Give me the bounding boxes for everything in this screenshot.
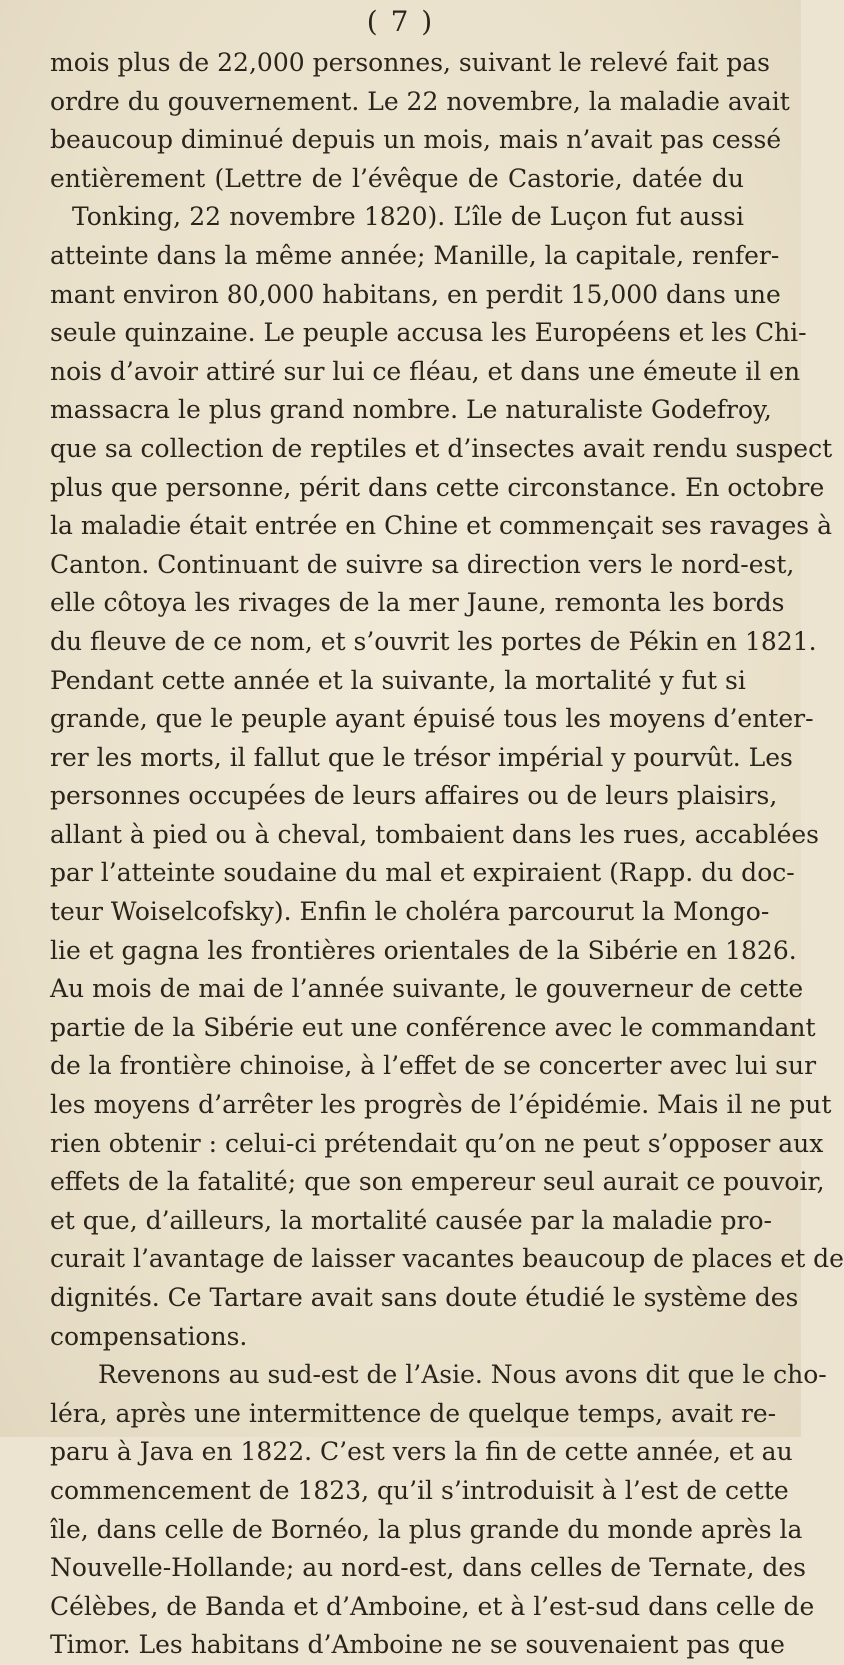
text-line: rien obtenir : celui-ci prétendait qu’on ne peut s’opposer aux <box>50 1128 824 1158</box>
text-line: beaucoup diminué depuis un mois, mais n’avait pas cessé <box>50 125 782 155</box>
text-line: seule quinzaine. Le peuple accusa les Européens et les Chi- <box>50 318 807 348</box>
text-line: compensations. <box>50 1321 248 1351</box>
text-line: de la frontière chinoise, à l’effet de se concerter avec lui sur <box>50 1051 817 1081</box>
text-line: Pendant cette année et la suivante, la mortalité y fut si <box>50 665 746 695</box>
text-line: Au mois de mai de l’année suivante, le gouverneur de cette <box>50 974 804 1004</box>
text-line: du fleuve de ce nom, et s’ouvrit les portes de Pékin en 1821. <box>50 626 817 656</box>
text-line: plus que personne, périt dans cette circonstance. En octobre <box>50 472 825 502</box>
text-line: effets de la fatalité; que son empereur seul aurait ce pouvoir, <box>50 1167 825 1197</box>
text-line: curait l’avantage de laisser vacantes beaucoup de places et de <box>50 1244 844 1274</box>
text-line: allant à pied ou à cheval, tombaient dans les rues, accablées <box>50 819 820 849</box>
text-line: Tonking, 22 novembre 1820). L’île de Luçon fut aussi <box>72 202 744 232</box>
text-line: les moyens d’arrêter les progrès de l’épidémie. Mais il ne put <box>50 1090 832 1120</box>
text-line: Timor. Les habitans d’Amboine ne se souvenaient pas que <box>50 1630 785 1660</box>
text-line: lie et gagna les frontières orientales de la Sibérie en 1826. <box>50 935 797 965</box>
text-line: que sa collection de reptiles et d’insectes avait rendu suspect <box>50 433 833 463</box>
text-line: nois d’avoir attiré sur lui ce fléau, et dans une émeute il en <box>50 356 801 386</box>
text-line: partie de la Sibérie eut une conférence avec le commandant <box>50 1012 816 1042</box>
text-line: mant environ 80,000 habitans, en perdit 15,000 dans une <box>50 279 781 309</box>
text-line: Célèbes, de Banda et d’Amboine, et à l’est-sud dans celle de <box>50 1591 815 1621</box>
text-line: île, dans celle de Bornéo, la plus grande du monde après la <box>50 1514 803 1544</box>
text-line: personnes occupées de leurs affaires ou de leurs plaisirs, <box>50 781 778 811</box>
text-line: rer les morts, il fallut que le trésor impérial y pourvût. Les <box>50 742 793 772</box>
text-line: et que, d’ailleurs, la mortalité causée par la maladie pro- <box>50 1205 773 1235</box>
text-line: elle côtoya les rivages de la mer Jaune, remonta les bords <box>50 588 785 618</box>
text-line: atteinte dans la même année; Manille, la capitale, renfer- <box>50 240 780 270</box>
page-number: ( 7 ) <box>366 5 435 38</box>
text-line: ordre du gouvernement. Le 22 novembre, la maladie avait <box>50 86 790 116</box>
text-line: massacra le plus grand nombre. Le naturaliste Godefroy, <box>50 395 772 425</box>
text-line: paru à Java en 1822. C’est vers la fin de cette année, et au <box>50 1437 793 1467</box>
text-line: Canton. Continuant de suivre sa direction vers le nord-est, <box>50 549 795 579</box>
text-line: mois plus de 22,000 personnes, suivant le relevé fait pas <box>50 48 770 77</box>
text-line: Revenons au sud-est de l’Asie. Nous avons dit que le cho- <box>98 1360 827 1390</box>
text-line: léra, après une intermittence de quelque temps, avait re- <box>50 1398 777 1428</box>
text-line: grande, que le peuple ayant épuisé tous les moyens d’enter- <box>50 704 814 734</box>
text-line: dignités. Ce Tartare avait sans doute étudié le système des <box>50 1283 799 1312</box>
body-text <box>50 44 844 1665</box>
text-line: la maladie était entrée en Chine et commençait ses ravages à <box>50 511 832 541</box>
text-line: Nouvelle-Hollande; au nord-est, dans celles de Ternate, des <box>50 1553 807 1583</box>
text-line: par l’atteinte soudaine du mal et expiraient (Rapp. du doc- <box>50 858 795 888</box>
text-line: entièrement (Lettre de l’évêque de Castorie, datée du <box>50 163 744 193</box>
text-line: teur Woiselcofsky). Enfin le choléra parcourut la Mongo- <box>50 897 770 927</box>
text-line: commencement de 1823, qu’il s’introduisit à l’est de cette <box>50 1475 789 1505</box>
